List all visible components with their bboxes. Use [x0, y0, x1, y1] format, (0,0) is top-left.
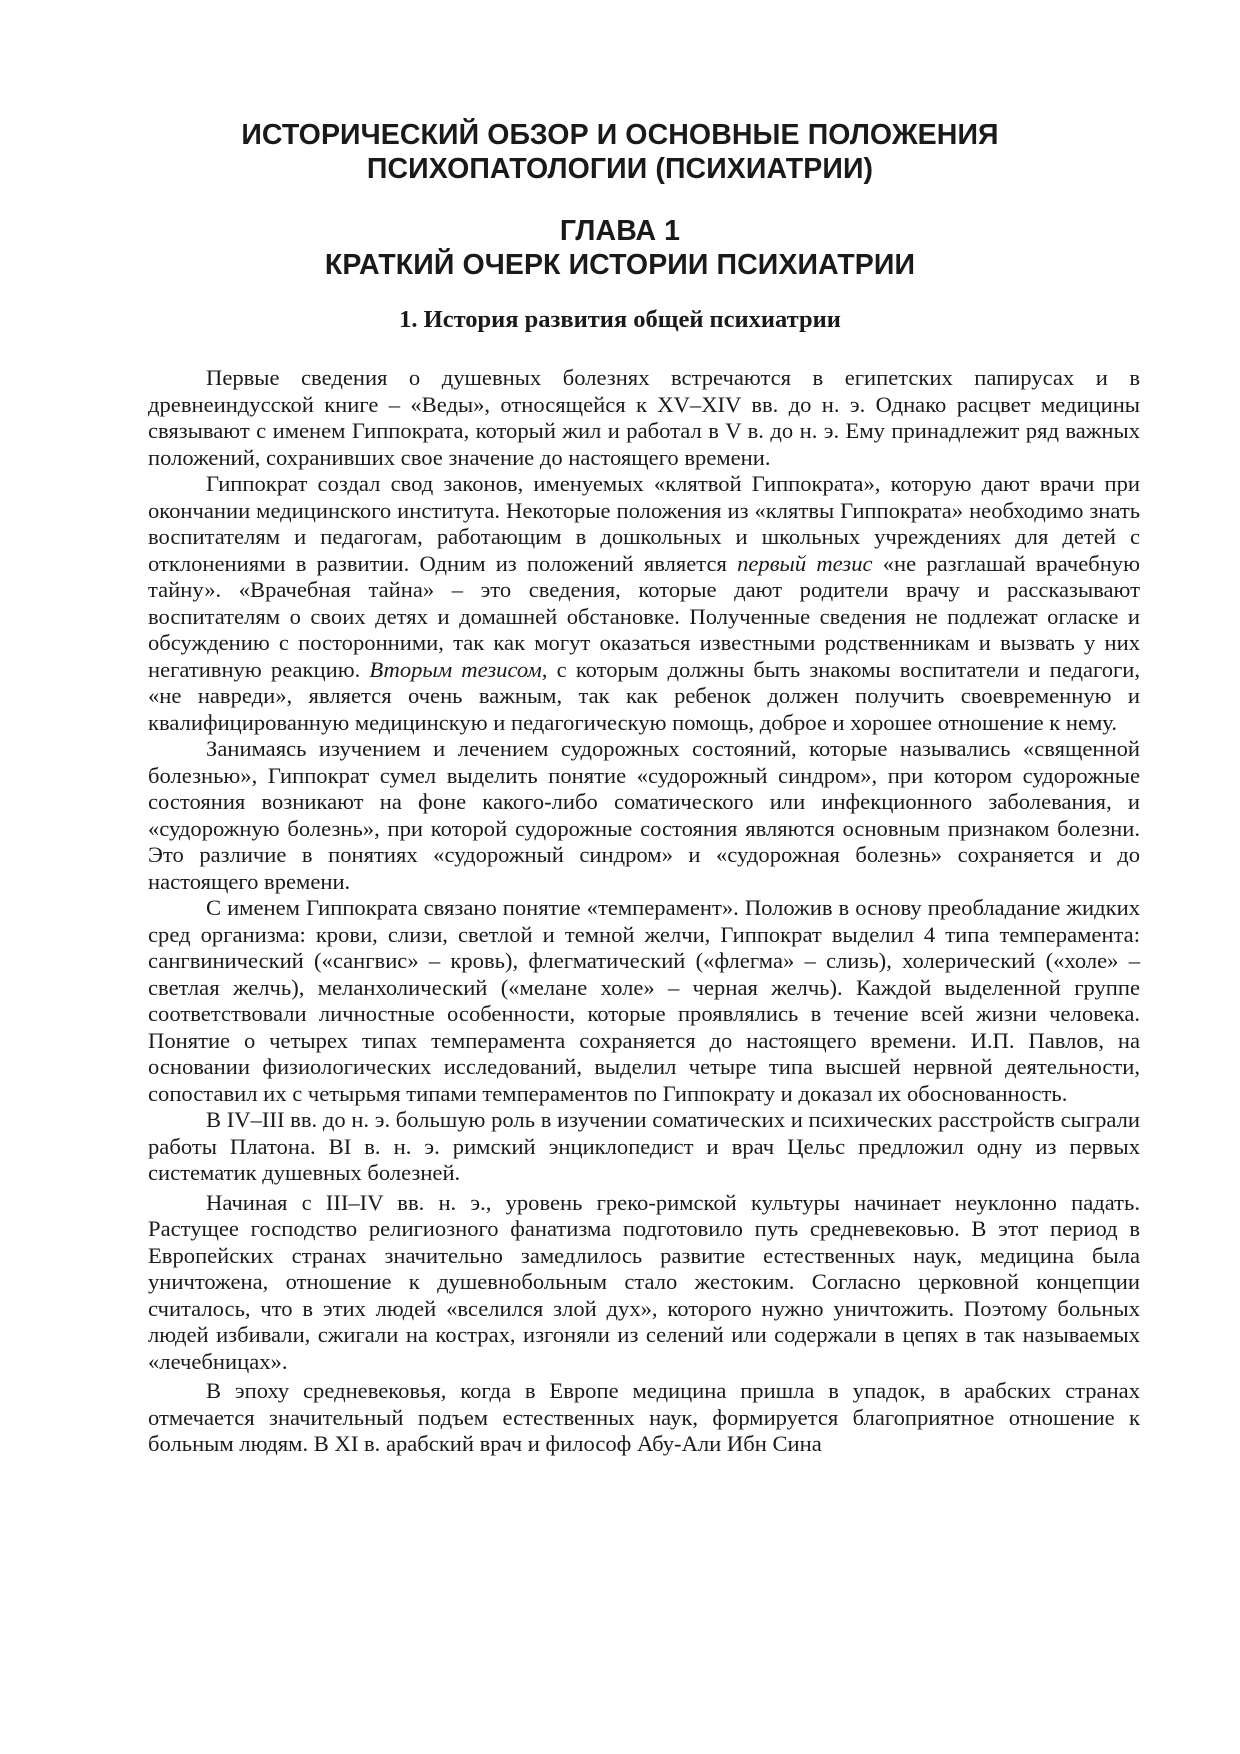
- paragraph: [148, 1107, 1140, 1187]
- paragraph-text: Начиная с III–IV вв. н. э., уровень греко-римской культуры начинает неуклонно падать. Растущее господство религиозного фанатизма подготовило путь средневековью. В этот период в Европейских странах значительно замедлилось развитие естественных наук, медицина была уничтожена, отношение к душевнобольным стало жестоким. Согласно церковной концепции считалось, что в этих людей «вселился злой дух», которого нужно уничтожить. Поэтому больных людей избивали, сжигали на кострах, изгоняли из селений или содержали в цепях в так называемых «лечебницах».: [148, 1189, 1140, 1374]
- paragraph: [148, 736, 1140, 895]
- chapter-number: ГЛАВА 1: [559, 215, 681, 247]
- paragraph: [148, 1190, 1140, 1376]
- paragraph: [148, 1378, 1140, 1458]
- chapter-title: КРАТКИЙ ОЧЕРК ИСТОРИИ ПСИХИАТРИИ: [324, 249, 916, 281]
- emphasis-term: Вторым тезисом,: [369, 656, 548, 682]
- paragraph-text: «не разглашай врачебную тайну». «Врачебная тайна» – это сведения, которые дают родители врачу и рассказывают воспитателям о своих детях и домашней обстановке. Полученные сведения не подлежат огласке и обсуждению с посторонними, так как могут оказаться известными родственникам и вызвать у них негативную реакцию.: [148, 550, 1140, 682]
- paragraph: [148, 895, 1140, 1107]
- document-title: [0, 118, 1240, 186]
- paragraph-text: В IV–III вв. до н. э. большую роль в изучении соматических и психических расстройств сыграли работы Платона. BI в. н. э. римский энциклопедист и врач Цельс предложил одну из первых систематик душевных болезней.: [148, 1107, 1140, 1185]
- paragraph-text: В эпоху средневековья, когда в Европе медицина пришла в упадок, в арабских странах отмечается значительный подъем естественных наук, формируется благоприятное отношение к больным людям. В XI в. арабский врач и философ Абу-Али Ибн Сина: [148, 1378, 1140, 1456]
- section-title: 1. История развития общей психиатрии: [399, 306, 841, 333]
- body-text: [148, 365, 1140, 1458]
- paragraph-text: Первые сведения о душевных болезнях встречаются в египетских папирусах и в древнеиндусской книге – «Веды», относящейся к XV–XIV вв. до н. э. Однако расцвет медицины связывают с именем Гиппократа, который жил и работал в V в. до н. э. Ему принадлежит ряд важных положений, сохранивших свое значение до настоящего времени.: [148, 365, 1140, 470]
- document-title-line: ИСТОРИЧЕСКИЙ ОБЗОР И ОСНОВНЫЕ ПОЛОЖЕНИЯ: [241, 119, 999, 151]
- document-title-line: ПСИХОПАТОЛОГИИ (ПСИХИАТРИИ): [366, 153, 874, 185]
- paragraph-text: Занимаясь изучением и лечением судорожных состояний, которые назывались «священной болезнью», Гиппократ сумел выделить понятие «судорожный синдром», при котором судорожные состояния возникают на фоне какого-либо соматического или инфекционного заболевания, и «судорожную болезнь», при которой судорожные состояния являются основным признаком болезни. Это различие в понятиях «судорожный синдром» и «судорожная болезнь» сохраняется и до настоящего времени.: [148, 736, 1140, 894]
- paragraph: [148, 471, 1140, 736]
- emphasis-term: первый тезис: [737, 550, 873, 576]
- paragraph: [148, 365, 1140, 471]
- paragraph-text: Гиппократ создал свод законов, именуемых «клятвой Гиппократа», которую дают врачи при окончании медицинского института. Некоторые положения из «клятвы Гиппократа» необходимо знать воспитателям и педагогам, работающим в дошкольных и школьных учреждениях для детей с отклонениями в развитии. Одним из положений является: [148, 471, 1140, 576]
- paragraph-text: С именем Гиппократа связано понятие «темперамент». Положив в основу преобладание жидких сред организма: крови, слизи, светлой и темной желчи, Гиппократ выделил 4 типа темперамента: сангвинический («сангвис» – кровь), флегматический («флегма» – слизь), холерический («холе» – светлая желчь), меланхолический («мелане холе» – черная желчь). Каждой выделенной группе соответствовали личностные особенности, которые проявлялись в течение всей жизни человека. Понятие о четырех типах темперамента сохраняется до настоящего времени. И.П. Павлов, на основании физиологических исследований, выделил четыре типа высшей нервной деятельности, сопоставил их с четырьмя типами темпераментов по Гиппократу и доказал их обоснованность.: [148, 895, 1140, 1106]
- paragraph-text: с которым должны быть знакомы воспитатели и педагоги, «не навреди», является очень важным, так как ребенок должен получить своевременную и квалифицированную медицинскую и педагогическую помощь, доброе и хорошее отношение к нему.: [148, 656, 1141, 735]
- chapter-heading: [0, 214, 1240, 282]
